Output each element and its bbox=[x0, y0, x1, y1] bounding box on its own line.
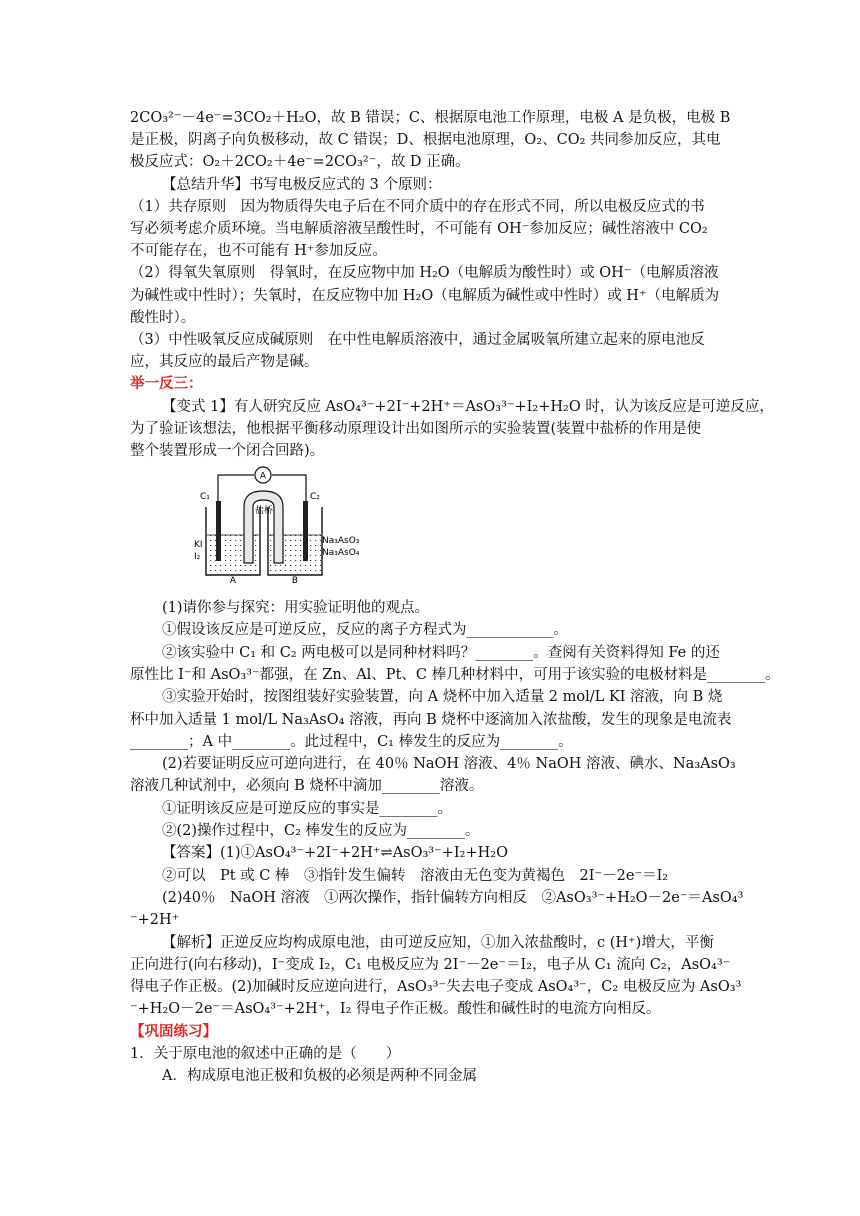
text-line: 正向进行(向右移动)，I⁻变成 I₂，C₁ 电极反应为 2I⁻－2e⁻＝I₂，电子从 C₁ 流向 C₂，AsO₄³⁻ bbox=[130, 956, 731, 973]
text-line: 是正极，阴离子向负极移动，故 C 错误；D、根据电池原理，O₂、CO₂ 共同参加反应，其电 bbox=[130, 132, 721, 149]
text-line: ②该实验中 C₁ 和 C₂ 两电极可以是同种材料吗？________。查阅有关资料得知 Fe 的还 bbox=[162, 644, 720, 661]
c1-label: C₁ bbox=[200, 492, 210, 502]
text-line: 杯中加入适量 1 mol/L Na₃AsO₄ 溶液，再向 B 烧杯中逐滴加入浓盐酸，发生的现象是电流表 bbox=[130, 711, 732, 728]
text-line: 【答案】(1)①AsO₄³⁻+2I⁻+2H⁺⇌AsO₃³⁻+I₂+H₂O bbox=[162, 845, 508, 862]
text-line: 酸性时）。 bbox=[130, 309, 196, 326]
c2-label: C₂ bbox=[310, 492, 320, 502]
text-line: 溶液几种试剂中，必须向 B 烧杯中滴加________溶液。 bbox=[130, 778, 484, 795]
text-line: ②可以 Pt 或 C 棒 ③指针发生偏转 溶液由无色变为黄褐色 2I⁻－2e⁻＝I₂ bbox=[162, 867, 669, 884]
text-line: 为碱性或中性时）；失氧时，在反应物中加 H₂O（电解质为碱性或中性时）或 H⁺（电解质为 bbox=[130, 287, 720, 304]
text-line: ①假设该反应是可逆反应，反应的离子方程式为____________。 bbox=[162, 622, 568, 639]
text-line: 举一反三： bbox=[130, 375, 203, 393]
text-line: ③实验开始时，按图组装好实验装置，向 A 烧杯中加入适量 2 mol/L KI 溶液，向 B 烧 bbox=[162, 689, 723, 706]
text-line: ①证明该反应是可逆反应的事实是________。 bbox=[162, 800, 452, 817]
right-solution-label-2: Na₃AsO₄ bbox=[322, 548, 360, 558]
text-line: A．构成原电池正极和负极的必须是两种不同金属 bbox=[162, 1068, 477, 1085]
beaker-b-label: B bbox=[291, 576, 299, 586]
text-line: 【巩固练习】 bbox=[130, 1022, 217, 1040]
text-line: 应，其反应的最后产物是碱。 bbox=[130, 354, 319, 371]
text-line: 极反应式：O₂＋2CO₂＋4e⁻=2CO₃²⁻，故 D 正确。 bbox=[130, 154, 470, 171]
text-line: (1)请你参与探究：用实验证明他的观点。 bbox=[162, 600, 430, 616]
galvanic-cell-diagram bbox=[194, 463, 360, 586]
text-line: ________；A 中________。此过程中，C₁ 棒发生的反应为________。 bbox=[130, 733, 573, 750]
beaker-a-label: A bbox=[229, 576, 237, 586]
text-line: (2)若要证明反应可逆向进行，在 40％ NaOH 溶液、4％ NaOH 溶液、碘水、Na₃AsO₃ bbox=[162, 756, 736, 773]
text-line: （3）中性吸氧反应成碱原则 在中性电解质溶液中，通过金属吸氧所建立起来的原电池反 bbox=[130, 332, 705, 348]
text-line: ⁻+H₂O－2e⁻＝AsO₄³⁻+2H⁺，I₂ 得电子作正极。酸性和碱性时的电流方向相反。 bbox=[130, 1001, 661, 1018]
text-line: (2)40％ NaOH 溶液 ①两次操作，指针偏转方向相反 ②AsO₃³⁻+H₂O－2e⁻＝AsO₄³ bbox=[162, 889, 744, 906]
text-line: 得电子作正极。(2)加碱时反应逆向进行，AsO₃³⁻失去电子变成 AsO₄³⁻，C₂ 电极反应为 AsO₃³ bbox=[130, 979, 742, 996]
text-line: （1）共存原则 因为物质得失电子后在不同介质中的存在形式不同，所以电极反应式的书 bbox=[130, 198, 705, 215]
text-line: 【总结升华】书写电极反应式的 3 个原则： bbox=[162, 176, 442, 193]
text-line: 为了验证该想法，他根据平衡移动原理设计出如图所示的实验装置(装置中盐桥的作用是使 bbox=[130, 420, 702, 437]
text-line: 2CO₃²⁻－4e⁻=3CO₂＋H₂O，故 B 错误；C、根据原电池工作原理，电极 A 是负极，电极 B bbox=[130, 110, 731, 126]
text-line: 原性比 I⁻和 AsO₃³⁻都强，在 Zn、Al、Pt、C 棒几种材料中，可用于该实验的电极材料是________。 bbox=[130, 666, 780, 683]
text-line: 不可能存在，也不可能有 H⁺参加反应。 bbox=[130, 243, 387, 260]
salt-bridge bbox=[244, 491, 283, 563]
text-line: 【变式 1】有人研究反应 AsO₄³⁻+2I⁻+2H⁺＝AsO₃³⁻+I₂+H₂O 时，认为该反应是可逆反应， bbox=[162, 398, 774, 415]
electrode-c1 bbox=[216, 501, 221, 561]
text-line: ②(2)操作过程中，C₂ 棒发生的反应为________。 bbox=[162, 823, 480, 839]
salt-bridge-label: 盐桥 bbox=[254, 506, 274, 516]
text-line: 【解析】正逆反应均构成原电池，由可逆反应知，①加入浓盐酸时，c (H⁺)增大，平衡 bbox=[162, 934, 714, 951]
text-line: 1．关于原电池的叙述中正确的是（ ） bbox=[130, 1046, 401, 1062]
electrode-c2 bbox=[303, 501, 308, 561]
left-solution-label-1: KI bbox=[194, 540, 203, 550]
text-line: ⁻+2H⁺ bbox=[130, 912, 180, 929]
ammeter-label: A bbox=[259, 471, 267, 482]
text-line: 整个装置形成一个闭合回路)。 bbox=[130, 443, 325, 459]
text-line: 写必须考虑介质环境。当电解质溶液呈酸性时，不可能有 OH⁻参加反应；碱性溶液中 CO₂ bbox=[130, 221, 708, 237]
right-solution-label-1: Na₃AsO₃ bbox=[322, 536, 360, 546]
text-line: （2）得氧失氧原则 得氧时，在反应物中加 H₂O（电解质为酸性时）或 OH⁻（电解质溶液 bbox=[130, 265, 719, 282]
left-solution-label-2: I₂ bbox=[194, 552, 201, 562]
